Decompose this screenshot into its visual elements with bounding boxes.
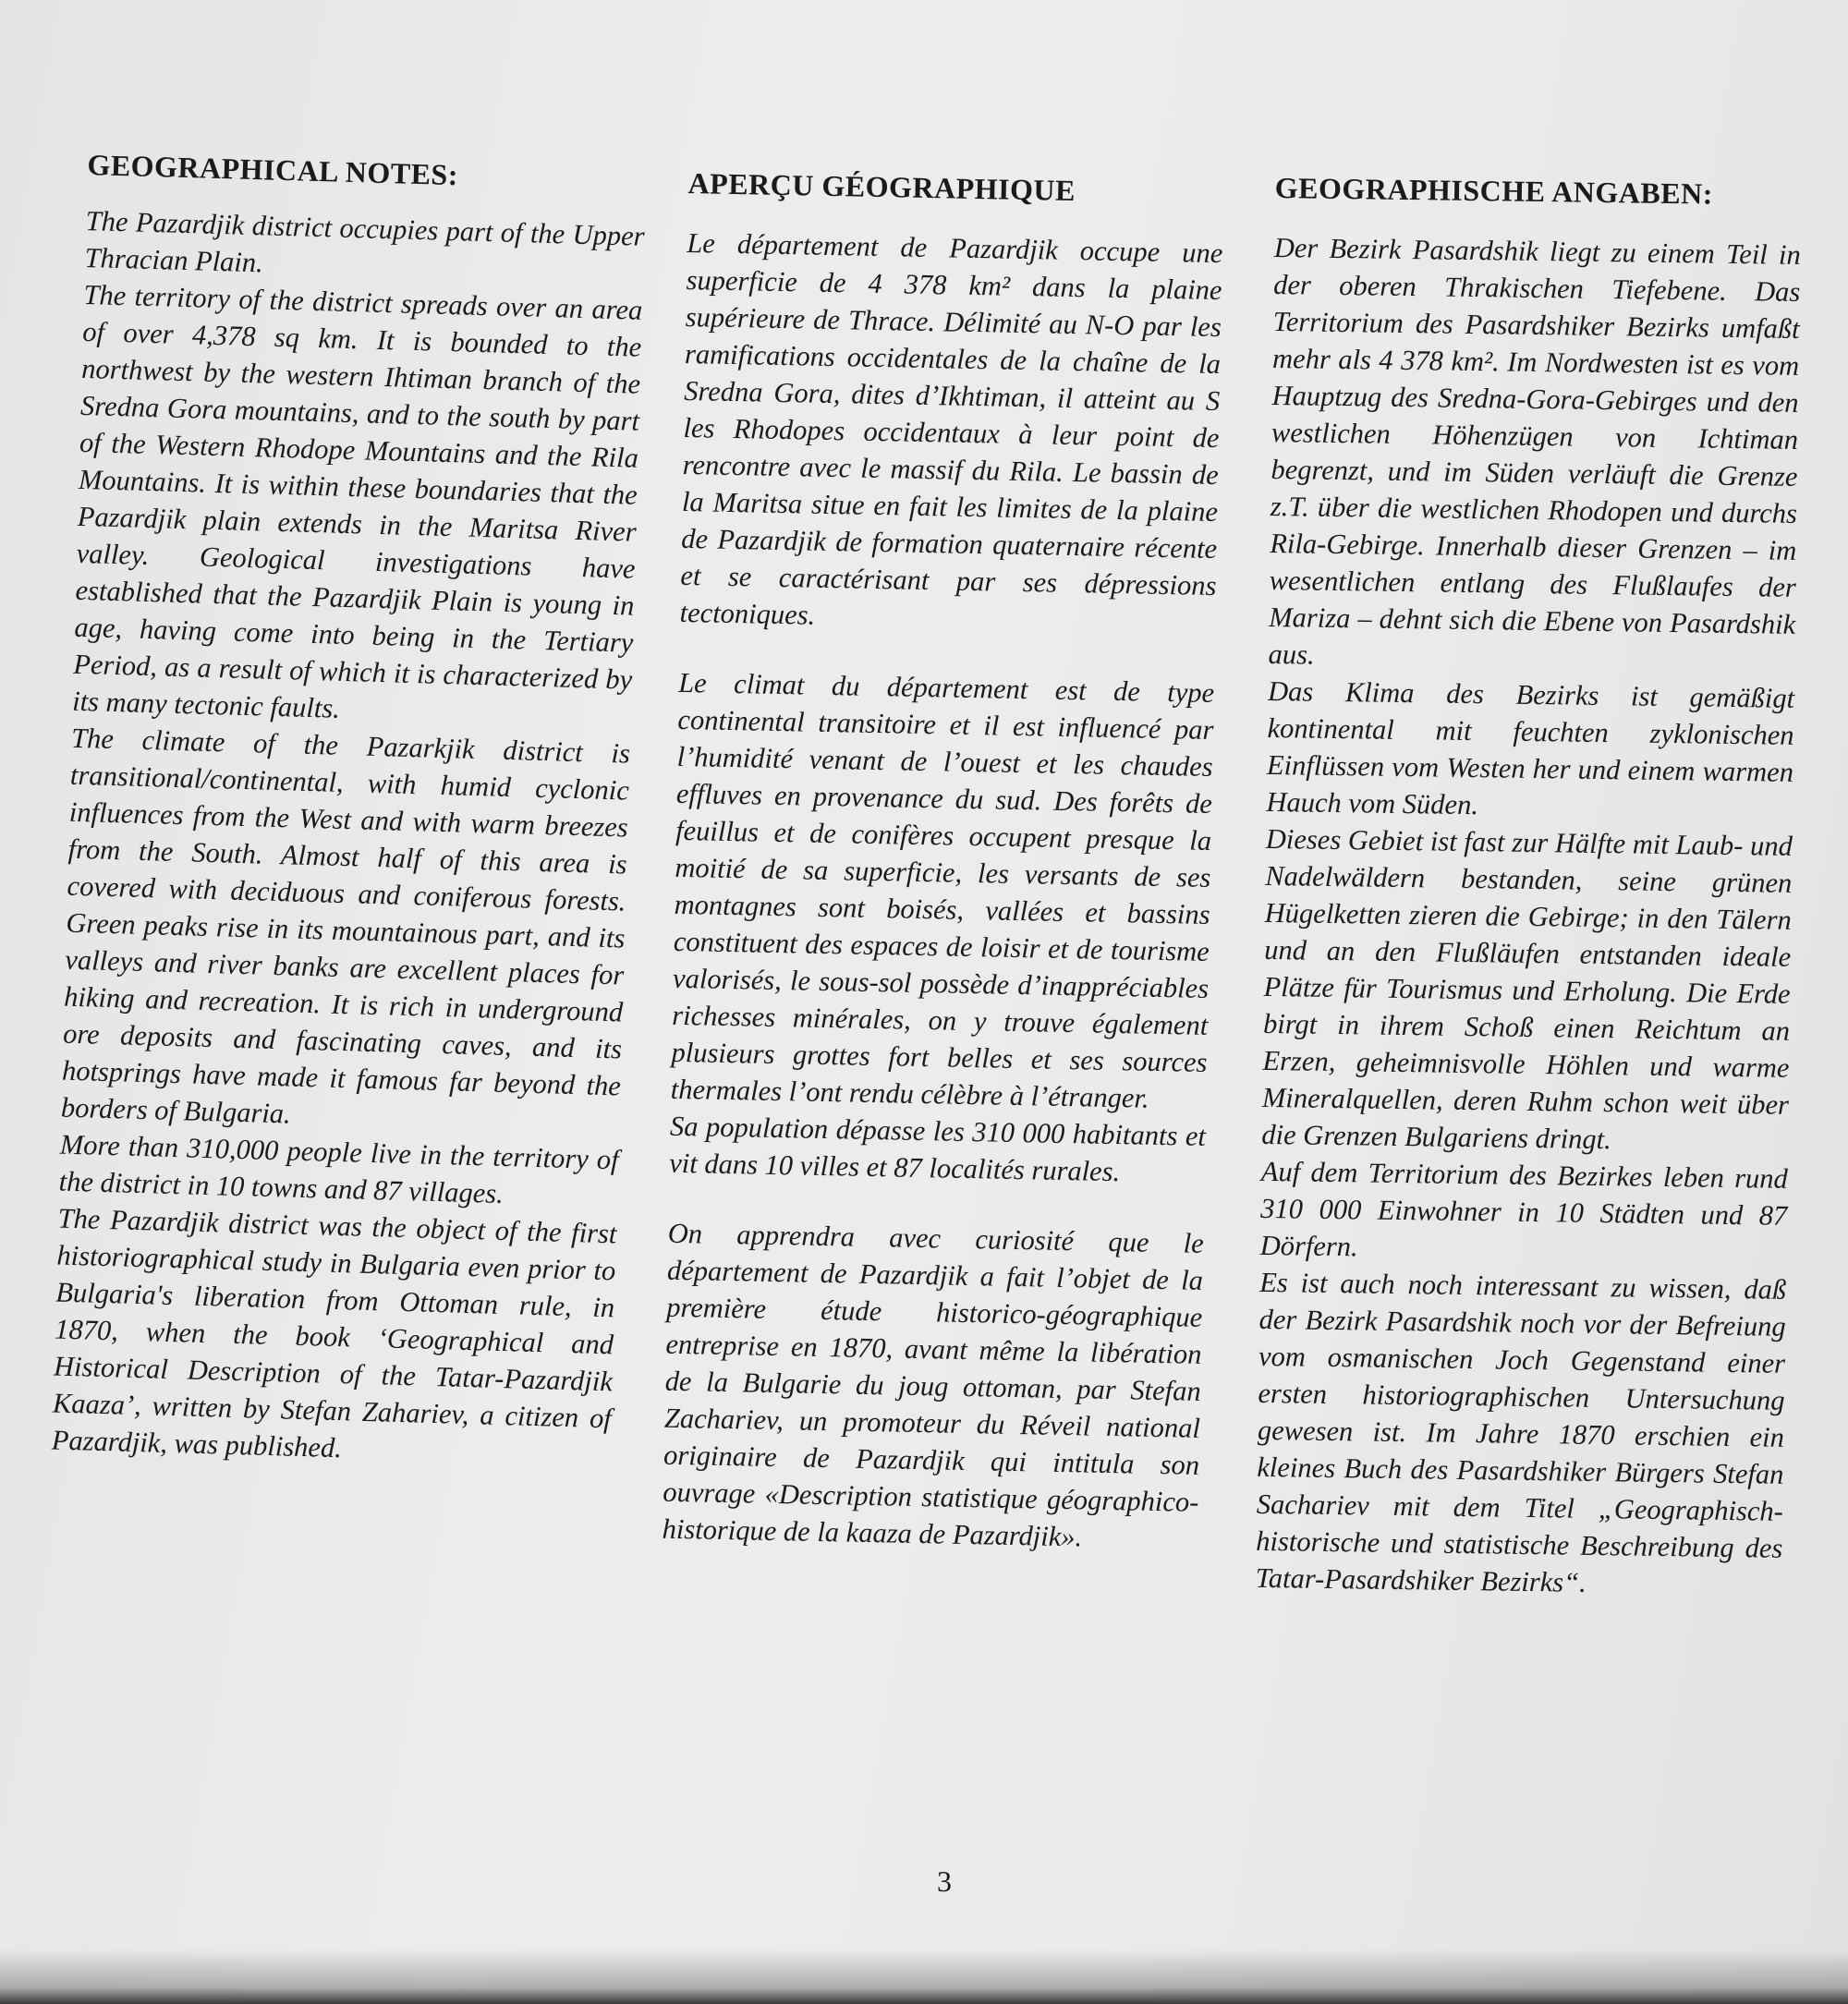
french-paragraph: On apprendra avec curiosité que le département de Pazardjik a fait l’objet de la première étude historico-géographique entreprise en 1870, avant même la libération de la Bulgarie du joug ottoman, par Stefan Zachariev, un promoteur du Réveil national originaire de Pazardjik qui intitula son ouvrage «Description statistique géographico-historique de la kaaza de Pazardjik». [662, 1217, 1205, 1553]
french-paragraph: Sa population dépasse les 310 000 habitants et vit dans 10 villes et 87 localités rurales. [668, 1110, 1207, 1188]
english-heading: GEOGRAPHICAL NOTES: [86, 148, 459, 192]
english-paragraph: The Pazardjik district was the object of the first historiographical study in Bulgaria even prior to Bulgaria's liberation from Ottoman rule, in 1870, when the book ‘Geographical and Historical Description of the Tatar-Pazardjik Kaaza’, written by Stefan Zahariev, a citizen of Pazardjik, was published. [51, 1202, 617, 1464]
french-paragraph: Le climat du département est de type continental transitoire et il est influencé par l’humidité venant de l’ouest et les chaudes effluves en provenance du sud. Des forêts de feuillus et de conifères occupent presque la moitié de sa superficie, les versants de ses montagnes sont boisés, vallées et bassins constituent des espaces de loisir et de tourisme valorisés, le sous-sol possède d’inappréciables richesses minérales, on y trouve également plusieurs grottes fort belles et ses sources thermales l’ont rendu célèbre à l’étranger. [670, 666, 1215, 1114]
german-paragraph: Es ist auch noch interessant zu wissen, daß der Bezirk Pasardshik noch vor der Befreiung vom osmanischen Joch Gegenstand einer ersten historiographischen Untersuchung gewesen ist. Im Jahre 1870 erschien ein kleines Buch des Pasardshiker Bürgers Stefan Sachariev mit dem Titel „Geographisch-historische und statistische Beschreibung des Tatar-Pasardshiker Bezirks“. [1255, 1266, 1787, 1598]
page-number: 3 [937, 1864, 952, 1898]
english-paragraph: More than 310,000 people live in the territory of the district in 10 towns and 87 villages. [58, 1128, 620, 1209]
english-paragraph: The territory of the district spreads over an area of over 4,378 sq km. It is bounded to the northwest by the western Ihtiman branch of the Sredna Gora mountains, and to the south by part of the Western Rhodope Mountains and the Rila Mountains. It is within these boundaries that the Pazardjik plain extends in the Maritsa River valley. Geological investigations have established that the Pazardjik Plain is young in age, having come into being in the Tertiary Period, as a result of which it is characterized by its many tectonic faults. [71, 278, 643, 724]
german-paragraph: Auf dem Territorium des Bezirkes leben rund 310 000 Einwohner in 10 Städten und 87 Dörfern. [1259, 1155, 1789, 1263]
english-paragraph: The climate of the Pazarkjik district is transitional/continental, with humid cyclonic influences from the West and with warm breezes from the South. Almost half of this area is covered with deciduous and coniferous forests. Green peaks rise in its mountainous part, and its valleys and river banks are excellent places for hiking and recreation. It is rich in underground ore deposits and fascinating caves, and its hotsprings have made it famous far beyond the borders of Bulgaria. [60, 722, 631, 1130]
german-paragraph: Dieses Gebiet ist fast zur Hälfte mit Laub- und Nadelwäldern bestanden, seine grünen Hügelketten zieren die Gebirge; in den Tälern und an den Flußläufen entstanden ideale Plätze für Tourismus und Erholung. Die Erde birgt in ihrem Schoß einen Reichtum an Erzen, geheimnisvolle Höhlen und warme Mineralquellen, deren Ruhm schon weit über die Grenzen Bulgariens dringt. [1261, 822, 1793, 1156]
german-heading: GEOGRAPHISCHE ANGABEN: [1274, 171, 1714, 211]
german-paragraph: Das Klima des Bezirks ist gemäßigt kontinental mit feuchten zyklonischen Einflüssen vom Westen her und einem warmen Hauch vom Süden. [1266, 674, 1795, 821]
french-column [662, 166, 1224, 1558]
french-paragraph: Le département de Pazardjik occupe une superficie de 4 378 km² dans la plaine supérieure de Thrace. Délimité au N-O par les ramifications occidentales de la chaîne de la Sredna Gora, dites d’Ikhtiman, il atteint au S les Rhodopes occidentaux à leur point de rencontre avec le massif du Rila. Le bassin de la Maritsa situe en fait les limites de la plaine de Pazardjik de formation quaternaire récente et se caractérisant par ses dépressions tectoniques. [679, 226, 1223, 631]
german-column [1255, 171, 1801, 1604]
english-column [51, 148, 646, 1474]
german-paragraph: Der Bezirk Pasardshik liegt zu einem Teil in der oberen Thrakischen Tiefebene. Das Territorium des Pasardshiker Bezirks umfaßt mehr als 4 378 km². Im Nordwesten ist es vom Hauptzug des Sredna-Gora-Gebirges und den westlichen Höhenzügen von Ichtiman begrenzt, und im Süden verläuft die Grenze z.T. über die westlichen Rhodopen und durchs Rila-Gebirge. Innerhalb dieser Grenzen – im wesentlichen entlang des Flußlaufes der Mariza – dehnt sich die Ebene von Pasardshik aus. [1268, 231, 1802, 671]
french-heading: APERÇU GÉOGRAPHIQUE [687, 166, 1076, 208]
english-paragraph: The Pazardjik district occupies part of the Upper Thracian Plain. [84, 204, 646, 279]
